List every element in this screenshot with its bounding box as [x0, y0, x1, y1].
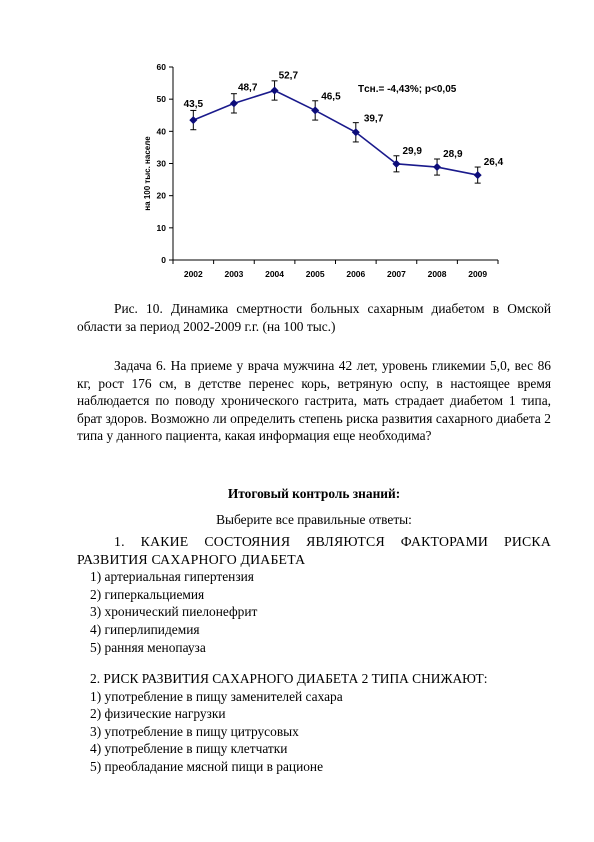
question-1-option: 4) гиперлипидемия	[90, 621, 200, 637]
task-paragraph: Задача 6. На приеме у врача мужчина 42 лет, уровень гликемии 5,0, вес 86 кг, рост 176 см, в детстве перенес корь, ветряную оспу, в настоящее время наблюдается по поводу хронического гастрита, мать страдает диабетом 1 типа, брат здоров. Возможно ли определить степень риска развития сахарного диабета 2 типа у данного пациента, какая информация еще необходима?	[77, 358, 551, 444]
question-1	[77, 533, 551, 656]
y-tick-label: 30	[156, 158, 166, 169]
data-label: 46,5	[321, 91, 341, 103]
question-1-option: 2) гиперкальциемия	[90, 586, 205, 602]
data-point	[230, 99, 238, 107]
data-point	[433, 163, 441, 171]
data-label: 52,7	[278, 70, 299, 82]
y-tick-label: 40	[156, 126, 166, 137]
question-1-text: 1. КАКИЕ СОСТОЯНИЯ ЯВЛЯЮТСЯ ФАКТОРАМИ РИСКА РАЗВИТИЯ САХАРНОГО ДИАБЕТА	[77, 534, 551, 567]
control-title: Итоговый контроль знаний:	[227, 486, 401, 501]
data-point	[189, 116, 197, 124]
question-2-option: 5) преобладание мясной пищи в рационе	[90, 758, 324, 774]
data-label: 48,7	[237, 82, 258, 94]
figure-caption: Рис. 10. Динамика смертности больных сахарным диабетом в Омской области за период 2002-2009 г.г. (на 100 тыс.)	[77, 301, 551, 334]
chart-labels	[184, 70, 504, 168]
x-tick-label: 2006	[346, 269, 366, 279]
x-tick-label: 2009	[468, 269, 488, 279]
data-point	[474, 171, 482, 179]
y-tick-label: 60	[156, 62, 166, 72]
data-label: 43,5	[183, 99, 204, 111]
x-tick-label: 2008	[427, 269, 447, 279]
data-label: 26,4	[483, 157, 504, 169]
x-tick-label: 2004	[265, 269, 285, 279]
question-2-option: 1) употребление в пищу заменителей сахара	[90, 688, 343, 704]
mortality-chart	[130, 55, 510, 285]
data-point	[271, 86, 279, 94]
x-tick-label: 2007	[386, 269, 406, 279]
question-2-option: 2) физические нагрузки	[90, 706, 226, 722]
question-1-option: 5) ранняя менопауза	[90, 639, 206, 655]
data-label: 28,9	[443, 149, 463, 161]
chart-svg	[130, 55, 510, 285]
question-2-option: 4) употребление в пищу клетчатки	[90, 741, 288, 757]
y-tick-label: 50	[156, 94, 166, 105]
y-tick-label: 20	[156, 190, 166, 201]
x-tick-label: 2003	[224, 269, 244, 279]
question-1-option: 3) хронический пиелонефрит	[90, 604, 258, 620]
data-label: 29,9	[402, 145, 422, 157]
y-axis-title: на 100 тыс. населе	[143, 136, 152, 211]
question-2-text: 2. РИСК РАЗВИТИЯ САХАРНОГО ДИАБЕТА 2 ТИПА СНИЖАЮТ:	[90, 671, 488, 686]
question-2-option: 3) употребление в пищу цитрусовых	[90, 723, 299, 739]
data-point	[311, 106, 319, 114]
y-tick-label: 0	[161, 255, 166, 265]
x-tick-label: 2005	[305, 269, 325, 279]
question-1-option: 1) артериальная гипертензия	[90, 569, 254, 585]
question-2	[77, 670, 551, 776]
data-label: 39,7	[363, 113, 384, 125]
trend-annotation: Tсн.= -4,43%; p<0,05	[358, 84, 457, 95]
y-tick-label: 10	[156, 222, 166, 233]
control-instruction: Выберите все правильные ответы:	[216, 512, 412, 527]
x-tick-label: 2002	[183, 269, 203, 279]
